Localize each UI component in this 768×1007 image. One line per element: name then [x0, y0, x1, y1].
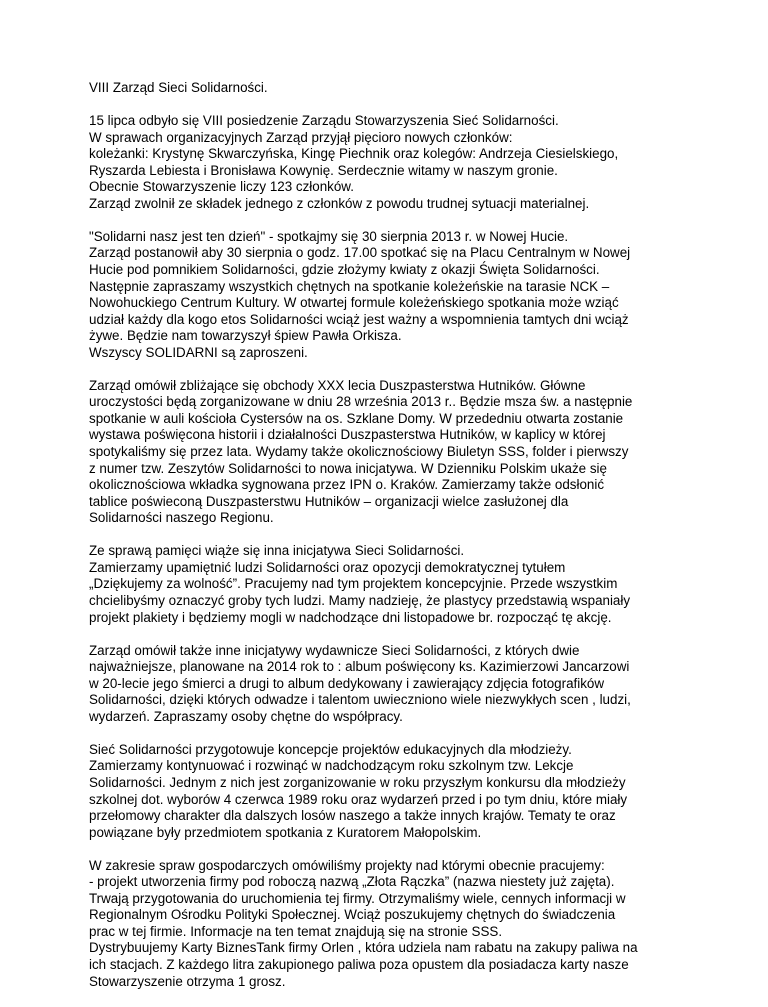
document-title — [89, 80, 689, 97]
text-line: Zarząd zwolnił ze składek jednego z członków z powodu trudnej sytuacji materialnej. — [89, 195, 590, 211]
paragraph — [89, 643, 689, 726]
text-line: ich stacjach. Z każdego litra zakupionego paliwa poza opustem dla posiadacza karty nasze — [89, 956, 629, 972]
text-line: wydarzeń. Zapraszamy osoby chętne do współpracy. — [89, 708, 403, 724]
text-line: Zamierzamy upamiętnić ludzi Solidarności oraz opozycji demokratycznej tytułem — [89, 559, 566, 575]
text-line: szkolnej dot. wyborów 4 czerwca 1989 roku oraz wydarzeń przed i po tym dniu, które miały — [89, 791, 628, 807]
text-line: projekt plakiety i będziemy mogli w nadchodzące dni listopadowe br. rozpocząć tę akcję. — [89, 609, 612, 625]
text-line: Sieć Solidarności przygotowuje koncepcje projektów edukacyjnych dla młodzieży. — [89, 741, 572, 757]
text-line: uroczystości będą zorganizowane w dniu 28 września 2013 r.. Będzie msza św. a następnie — [89, 394, 633, 410]
paragraph — [89, 742, 689, 841]
text-line: Solidarności, dzięki których odwadze i talentom uwieczniono wiele niezwykłych scen , ludzi, — [89, 692, 631, 708]
text-line: Nowohuckiego Centrum Kultury. W otwartej formule koleżeńskiego spotkania może wziąć — [89, 295, 619, 311]
text-line: Hucie pod pomnikiem Solidarności, gdzie złożymy kwiaty z okazji Święta Solidarności. — [89, 262, 600, 278]
paragraph-list — [89, 113, 689, 990]
text-line: Ze sprawą pamięci wiąże się inna inicjatywa Sieci Solidarności. — [89, 543, 465, 559]
text-line: Zarząd omówił zbliżające się obchody XXX lecia Duszpasterstwa Hutników. Główne — [89, 377, 586, 393]
text-line: Zamierzamy kontynuować i rozwinąć w nadchodzącym roku szkolnym tzw. Lekcje — [89, 758, 574, 774]
paragraph — [89, 543, 689, 626]
text-line: Dystrybuujemy Karty BiznesTank firmy Orlen , która udziela nam rabatu na zakupy paliwa na — [89, 940, 638, 956]
text-line: z numer tzw. Zeszytów Solidarności to nowa inicjatywa. W Dzienniku Polskim ukaże się — [89, 460, 607, 476]
text-line: Obecnie Stowarzyszenie liczy 123 członków. — [89, 179, 354, 195]
text-line: Trwają przygotowania do uruchomienia tej firmy. Otrzymaliśmy wiele, cennych informacji w — [89, 890, 626, 906]
paragraph — [89, 378, 689, 527]
text-line: Ryszarda Lebiesta i Bronisława Kowynię. Serdecznie witamy w naszym gronie. — [89, 162, 558, 178]
text-line: żywe. Będzie nam towarzyszył śpiew Pawła Orkisza. — [89, 328, 402, 344]
text-line: spotkanie w auli kościoła Cystersów na os. Szklane Domy. W przededniu otwarta zostanie — [89, 410, 624, 426]
title-line: VIII Zarząd Sieci Solidarności. — [89, 80, 268, 95]
text-line: Solidarności naszego Regionu. — [89, 510, 274, 526]
paragraph — [89, 858, 689, 990]
text-line: W sprawach organizacyjnych Zarząd przyjął pięcioro nowych członków: — [89, 129, 513, 145]
paragraph — [89, 113, 689, 212]
text-line: W zakresie spraw gospodarczych omówiliśmy projekty nad którymi obecnie pracujemy: — [89, 857, 605, 873]
text-line: Wszyscy SOLIDARNI są zaproszeni. — [89, 344, 308, 360]
text-line: w 20-lecie jego śmierci a drugi to album dedykowany i zawierający zdjęcia fotografików — [89, 675, 605, 691]
text-line: Solidarności. Jednym z nich jest zorganizowanie w roku przyszłym konkursu dla młodzieży — [89, 774, 626, 790]
text-line: najważniejsze, planowane na 2014 rok to : album poświęcony ks. Kazimierzowi Jancarzowi — [89, 659, 630, 675]
text-line: 15 lipca odbyło się VIII posiedzenie Zarządu Stowarzyszenia Sieć Solidarności. — [89, 113, 559, 129]
text-line: Stowarzyszenie otrzyma 1 grosz. — [89, 973, 286, 989]
document-body — [89, 80, 689, 1007]
text-line: przełomowy charakter dla dalszych losów naszego a także innych krajów. Tematy te oraz — [89, 808, 616, 824]
text-line: Zarząd omówił także inne inicjatywy wydawnicze Sieci Solidarności, z których dwie — [89, 642, 580, 658]
text-line: koleżanki: Krystynę Skwarczyńska, Kingę Piechnik oraz kolegów: Andrzeja Ciesielskiego, — [89, 146, 619, 162]
paragraph — [89, 229, 689, 361]
text-line: chcielibyśmy oznaczyć groby tych ludzi. Mamy nadzieję, że plastycy przedstawią wspaniały — [89, 592, 631, 608]
text-line: prac w tej firmie. Informacje na ten temat znajdują się na stronie SSS. — [89, 923, 503, 939]
text-line: wystawa poświęcona historii i działalności Duszpasterstwa Hutników, w kaplicy w której — [89, 427, 606, 443]
text-line: - projekt utworzenia firmy pod roboczą nazwą „Złota Rączka” (nazwa niestety już zajęta). — [89, 874, 615, 890]
text-line: powiązane były przedmiotem spotkania z Kuratorem Małopolskim. — [89, 824, 482, 840]
text-line: „Dziękujemy za wolność”. Pracujemy nad tym projektem koncepcyjnie. Przede wszystkim — [89, 576, 618, 592]
text-line: udział każdy dla kogo etos Solidarności wciąż jest ważny a wspomnienia tamtych dni wciąż — [89, 311, 629, 327]
text-line: "Solidarni nasz jest ten dzień" - spotkajmy się 30 sierpnia 2013 r. w Nowej Hucie. — [89, 228, 569, 244]
text-line: tablice poświeconą Duszpasterstwu Hutników – organizacji wielce zasłużonej dla — [89, 493, 569, 509]
text-line: spotykaliśmy się przez lata. Wydamy także okolicznościowy Biuletyn SSS, folder i pierwszy — [89, 444, 629, 460]
text-line: Następnie zapraszamy wszystkich chętnych na spotkanie koleżeńskie na tarasie NCK – — [89, 278, 610, 294]
text-line: okolicznościowa wkładka sygnowana przez IPN o. Kraków. Zamierzamy także odsłonić — [89, 477, 605, 493]
text-line: Zarząd postanowił aby 30 sierpnia o godz. 17.00 spotkać się na Placu Centralnym w Nowej — [89, 245, 631, 261]
text-line: Regionalnym Ośrodku Polityki Społecznej. Wciąż poszukujemy chętnych do świadczenia — [89, 907, 616, 923]
